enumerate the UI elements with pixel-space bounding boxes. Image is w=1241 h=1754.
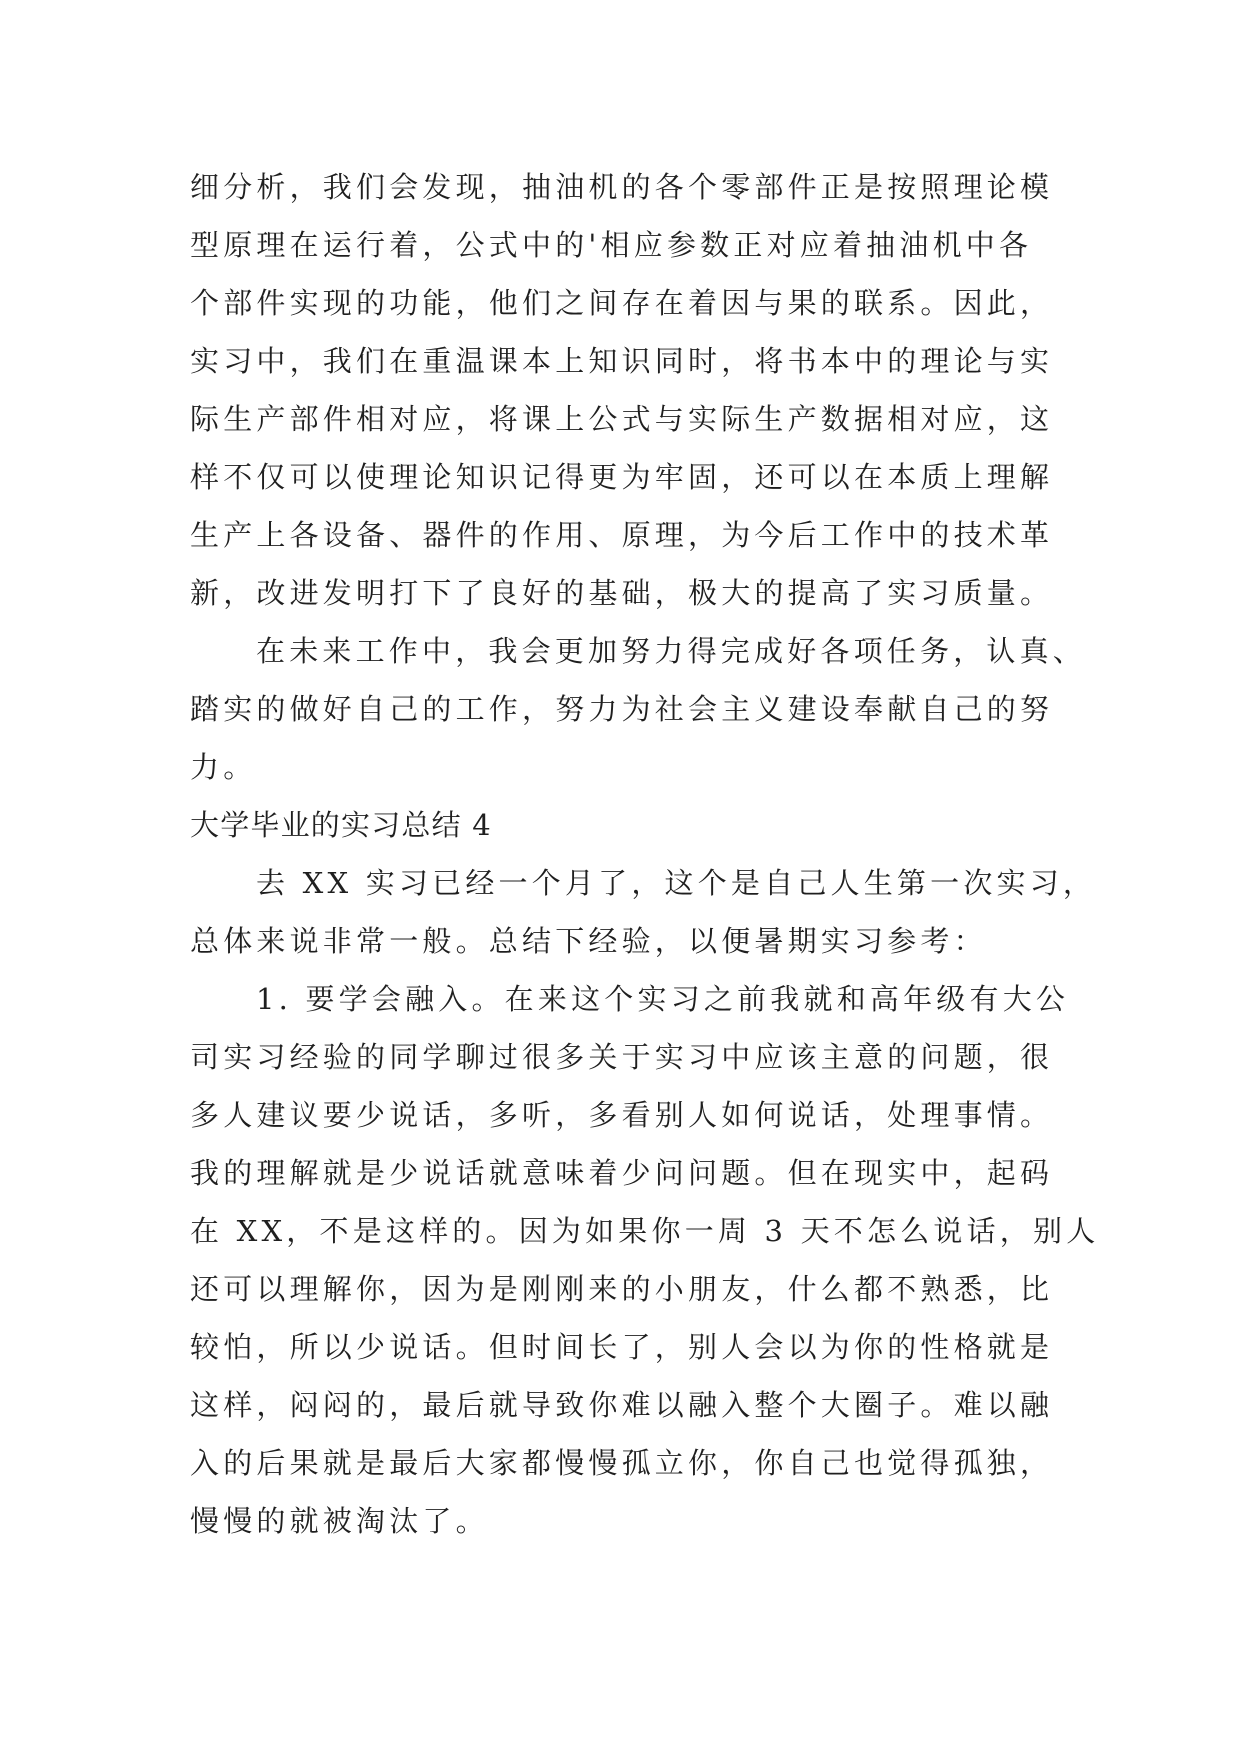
text-line: 在未来工作中，我会更加努力得完成好各项任务，认真、 xyxy=(256,634,1087,668)
text-line: 实习中，我们在重温课本上知识同时，将书本中的理论与实 xyxy=(190,344,1054,378)
text-line: 入的后果就是最后大家都慢慢孤立你，你自己也觉得孤独， xyxy=(190,1446,1054,1480)
text-line: 在 XX，不是这样的。因为如果你一周 3 天不怎么说话，别人 xyxy=(190,1214,1100,1248)
paragraph-intro xyxy=(190,854,1097,970)
text-line: 际生产部件相对应，将课上公式与实际生产数据相对应，这 xyxy=(190,402,1054,436)
paragraph-analysis xyxy=(190,158,1072,622)
text-line: 细分析，我们会发现，抽油机的各个零部件正是按照理论模 xyxy=(190,170,1054,204)
text-line: 力。 xyxy=(190,750,257,784)
text-line: 生产上各设备、器件的作用、原理，为今后工作中的技术革 xyxy=(190,518,1054,552)
text-line: 慢慢的就被淘汰了。 xyxy=(190,1504,489,1538)
text-line: 1. 要学会融入。在来这个实习之前我就和高年级有大公 xyxy=(256,982,1070,1016)
text-line: 踏实的做好自己的工作，努力为社会主义建设奉献自己的努 xyxy=(190,692,1054,726)
text-line: 个部件实现的功能，他们之间存在着因与果的联系。因此， xyxy=(190,286,1054,320)
paragraph-future-work xyxy=(190,622,1087,796)
text-line: 较怕，所以少说话。但时间长了，别人会以为你的性格就是 xyxy=(190,1330,1054,1364)
section-heading-text: 大学毕业的实习总结 4 xyxy=(190,808,492,842)
text-line: 我的理解就是少说话就意味着少问问题。但在现实中，起码 xyxy=(190,1156,1054,1190)
text-line: 这样，闷闷的，最后就导致你难以融入整个大圈子。难以融 xyxy=(190,1388,1054,1422)
text-line: 多人建议要少说话，多听，多看别人如何说话，处理事情。 xyxy=(190,1098,1054,1132)
text-line: 去 XX 实习已经一个月了，这个是自己人生第一次实习， xyxy=(256,866,1097,900)
text-line: 司实习经验的同学聊过很多关于实习中应该主意的问题，很 xyxy=(190,1040,1054,1074)
document-page xyxy=(190,158,1100,1550)
paragraph-point-1 xyxy=(190,970,1100,1550)
text-line: 样不仅可以使理论知识记得更为牢固，还可以在本质上理解 xyxy=(190,460,1054,494)
text-line: 还可以理解你，因为是刚刚来的小朋友，什么都不熟悉，比 xyxy=(190,1272,1054,1306)
text-line: 总体来说非常一般。总结下经验，以便暑期实习参考： xyxy=(190,924,987,958)
section-heading xyxy=(190,796,1072,854)
text-line: 新，改进发明打下了良好的基础，极大的提高了实习质量。 xyxy=(190,576,1054,610)
text-line: 型原理在运行着，公式中的'相应参数正对应着抽油机中各 xyxy=(190,228,1033,262)
